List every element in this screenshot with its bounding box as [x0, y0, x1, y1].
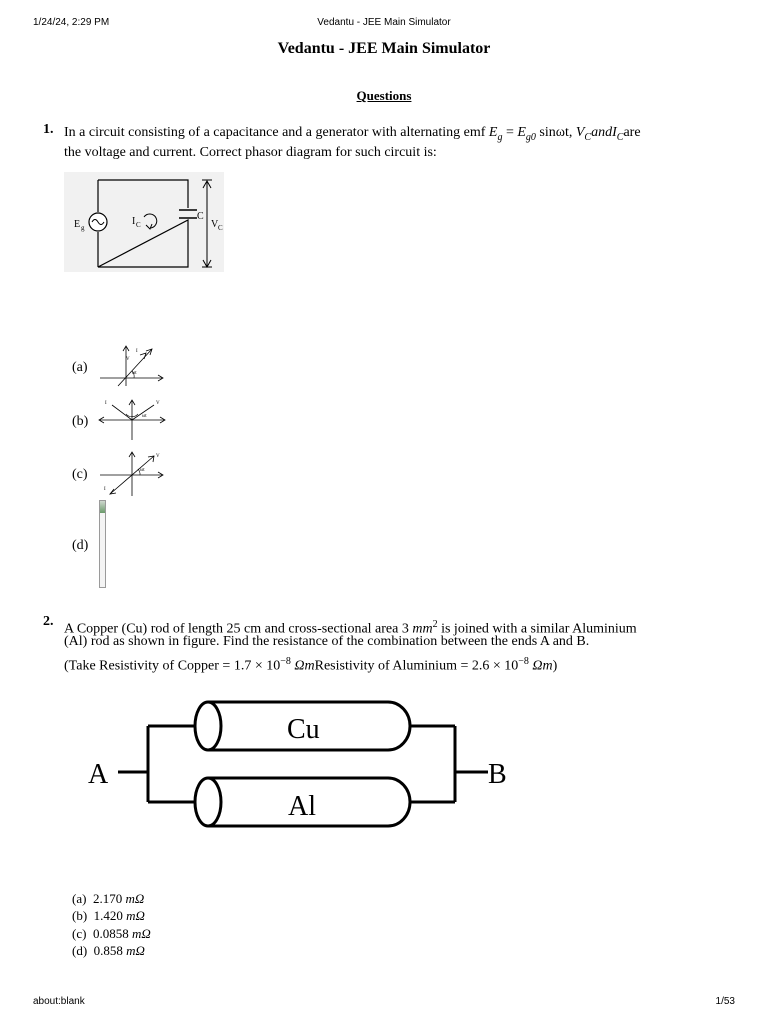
q2-option-a-unit: mΩ	[125, 891, 145, 906]
q2-label-cu: Cu	[287, 714, 320, 745]
q2-label-b: B	[488, 759, 507, 790]
q2-number: 2.	[43, 614, 54, 629]
q1-eq-func: sinωt,	[535, 125, 576, 140]
q1c-label-i: I	[104, 487, 106, 492]
q2-option-b-unit: mΩ	[126, 908, 145, 923]
q2-label-a: A	[88, 759, 109, 790]
q2-option-d-label: (d)	[72, 943, 88, 958]
q2-option-c-value: 0.0858	[92, 926, 132, 941]
q1-option-a-label: (a)	[72, 360, 88, 375]
q1-eq-lhs-sub: g	[497, 131, 503, 143]
q1-eq-rhs: E	[517, 125, 526, 140]
q1a-label-i: I	[136, 349, 138, 354]
section-heading: Questions	[356, 88, 412, 103]
q1a-label-v: V	[126, 357, 130, 362]
q2-line1-a: A Copper (Cu) rod of length 25 cm and cross-sectional area 3	[64, 621, 413, 637]
q1-eq-rhs-sub: g0	[525, 131, 536, 143]
print-datetime: 1/24/24, 2:29 PM	[33, 17, 110, 28]
print-url: about:blank	[33, 996, 85, 1007]
q1c-label-angle: ωt	[140, 468, 145, 473]
q2-option-d-unit: mΩ	[126, 943, 145, 958]
q1-option-b-phasor	[98, 397, 168, 441]
q2-option-d	[72, 943, 145, 959]
q1a-label-angle: ωt	[132, 371, 137, 376]
q2-option-a	[72, 891, 144, 907]
q1-circuit-background	[64, 172, 224, 272]
q1-and: and	[591, 125, 613, 140]
q2-option-a-value: 2.170	[92, 891, 126, 906]
q1-text-intro: In a circuit consisting of a capacitance and a generator with alternating emf	[64, 125, 489, 140]
q1-label-current: I	[132, 216, 136, 227]
print-page-count: 1/53	[715, 996, 735, 1007]
q2-al-rod-end	[195, 778, 221, 826]
q1-v-symbol: V	[575, 125, 585, 140]
q1-i-symbol: I	[612, 125, 617, 140]
q1b-label-i: I	[105, 401, 107, 406]
q2-option-b-value: 1.420	[93, 908, 127, 923]
q1-option-b-label: (b)	[72, 414, 89, 429]
q1-label-source-sub: g	[81, 224, 85, 232]
q2-line3-a: (Take Resistivity of Copper = 1.7 × 10	[64, 658, 281, 674]
q2-option-c	[72, 926, 151, 942]
q2-line3-exp2: −8	[518, 656, 529, 667]
q1b-i-phasor	[112, 405, 132, 420]
q2-option-b	[72, 908, 145, 924]
q1-number: 1.	[43, 122, 54, 137]
q2-line3-unit2: Ωm	[528, 658, 553, 674]
q1b-label-angle: ωt	[142, 414, 147, 419]
q2-option-c-unit: mΩ	[131, 926, 151, 941]
q1-text-line1: In a circuit consisting of a capacitance and a generator with alternating emf $E_g = E_{g0}$ sinωt, $V_CandI_Care$	[64, 125, 641, 143]
q1-i-sub: C	[616, 131, 624, 143]
q2-cu-rod-end	[195, 702, 221, 750]
q2-line3-c: )	[552, 658, 558, 674]
q2-area-exp: 2	[432, 619, 438, 630]
q1-eq-lhs: E	[488, 125, 498, 140]
q2-line3-exp1: −8	[280, 656, 291, 667]
q1-label-current-sub: C	[136, 221, 141, 229]
q1-are: are	[623, 125, 641, 140]
q1-label-capacitor: C	[197, 211, 204, 222]
q1-option-c-phasor	[98, 450, 166, 498]
q2-option-c-label: (c)	[72, 926, 87, 941]
q1-option-d-image	[99, 500, 106, 588]
q1-option-a-phasor	[98, 343, 166, 387]
q2-text-line2: (Al) rod as shown in figure. Find the resistance of the combination between the ends A and B.	[64, 634, 590, 649]
q1-option-c-label: (c)	[72, 467, 88, 482]
q1-option-d-label: (d)	[72, 538, 89, 553]
print-tab-title: Vedantu - JEE Main Simulator	[317, 17, 451, 28]
q1-label-voltage: V	[211, 219, 219, 230]
q1b-label-v: V	[156, 401, 160, 406]
q2-line1-b: is joined with a similar Aluminium	[437, 621, 637, 637]
q2-rod-diagram	[80, 690, 520, 840]
q1a-phasor-line	[118, 349, 152, 386]
q2-option-d-value: 0.858	[93, 943, 127, 958]
q2-option-a-label: (a)	[72, 891, 87, 906]
document-title: Vedantu - JEE Main Simulator	[277, 40, 491, 57]
q1-label-source: E	[74, 219, 81, 230]
q1-label-voltage-sub: C	[218, 224, 223, 232]
q1c-label-v: V	[156, 454, 160, 459]
q1-v-sub: C	[584, 131, 592, 143]
q2-label-al: Al	[288, 791, 316, 822]
q2-line3-b: Resistivity of Aluminium = 2.6 × 10	[314, 658, 519, 674]
q1-option-d-image-fragment	[100, 501, 105, 513]
q2-area-unit: mm	[412, 621, 433, 637]
q1-text-line2: the voltage and current. Correct phasor diagram for such circuit is:	[64, 145, 437, 160]
q2-option-b-label: (b)	[72, 908, 88, 923]
q2-line3-unit1: Ωm	[290, 658, 315, 674]
q2-text-line3	[64, 653, 557, 675]
q1-circuit-diagram	[64, 172, 224, 272]
